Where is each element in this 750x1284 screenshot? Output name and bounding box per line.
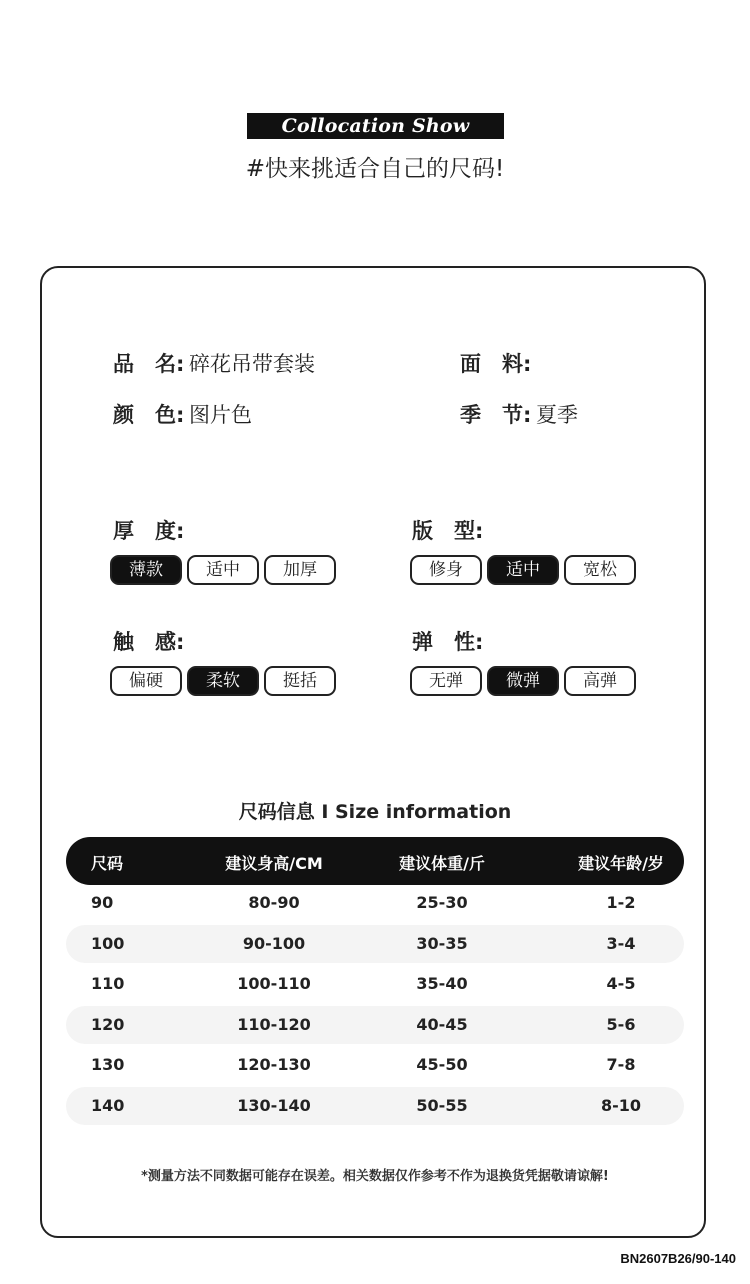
measurement-disclaimer: *测量方法不同数据可能存在误差。相关数据仅作参考不作为退换货凭据敬请谅解! — [141, 1169, 609, 1184]
table-row — [66, 965, 684, 1003]
weight-cell: 25-30 — [416, 893, 468, 912]
height-cell: 130-140 — [237, 1096, 311, 1115]
table-row — [66, 1006, 684, 1044]
info-product-name — [113, 348, 315, 378]
column-header: 建议体重/斤 — [399, 854, 485, 873]
age-cell: 4-5 — [606, 974, 636, 993]
table-row — [66, 884, 684, 922]
weight-cell: 40-45 — [416, 1015, 468, 1034]
option-pill: 薄款 — [110, 555, 182, 585]
info-label: 颜 色: — [113, 403, 185, 427]
info-label: 季 节: — [460, 403, 532, 427]
size-cell: 140 — [91, 1096, 125, 1115]
age-cell: 1-2 — [606, 893, 636, 912]
page-subtitle: #快来挑适合自己的尺码! — [245, 156, 505, 182]
info-color — [113, 399, 252, 429]
info-season — [460, 399, 578, 429]
thickness-options — [110, 555, 336, 585]
age-cell: 7-8 — [606, 1055, 636, 1074]
column-header: 尺码 — [91, 854, 124, 873]
option-pill: 高弹 — [564, 666, 636, 696]
size-cell: 130 — [91, 1055, 125, 1074]
info-value: 图片色 — [189, 403, 252, 427]
thickness-title: 厚 度: — [113, 519, 185, 543]
height-cell: 90-100 — [242, 934, 306, 953]
info-value: 碎花吊带套装 — [189, 352, 315, 376]
weight-cell: 50-55 — [416, 1096, 468, 1115]
fit-options — [410, 555, 636, 585]
product-code: BN2607B26/90-140 — [620, 1251, 736, 1266]
table-row — [66, 925, 684, 963]
height-cell: 100-110 — [237, 974, 311, 993]
size-cell: 90 — [91, 893, 114, 912]
age-cell: 8-10 — [600, 1096, 642, 1115]
column-header: 建议年龄/岁 — [578, 854, 664, 873]
size-information-heading: 尺码信息 I Size information — [238, 801, 512, 823]
info-fabric — [460, 348, 536, 378]
option-pill: 修身 — [410, 555, 482, 585]
info-label: 品 名: — [113, 352, 185, 376]
fit-title: 版 型: — [412, 519, 484, 543]
option-pill: 加厚 — [264, 555, 336, 585]
height-cell: 120-130 — [237, 1055, 311, 1074]
elasticity-options — [410, 666, 636, 696]
age-cell: 5-6 — [606, 1015, 636, 1034]
size-cell: 120 — [91, 1015, 125, 1034]
info-label: 面 料: — [460, 352, 532, 376]
height-cell: 110-120 — [237, 1015, 311, 1034]
touch-title: 触 感: — [113, 630, 185, 654]
size-cell: 100 — [91, 934, 125, 953]
option-pill: 无弹 — [410, 666, 482, 696]
table-row — [66, 1046, 684, 1084]
age-cell: 3-4 — [606, 934, 636, 953]
elasticity-title: 弹 性: — [412, 630, 484, 654]
table-row — [66, 1087, 684, 1125]
height-cell: 80-90 — [248, 893, 300, 912]
weight-cell: 45-50 — [416, 1055, 468, 1074]
size-table-header — [66, 837, 684, 885]
option-pill: 适中 — [187, 555, 259, 585]
touch-options — [110, 666, 336, 696]
option-pill: 偏硬 — [110, 666, 182, 696]
size-cell: 110 — [91, 974, 125, 993]
option-pill: 宽松 — [564, 555, 636, 585]
weight-cell: 35-40 — [416, 974, 468, 993]
collocation-show-banner: Collocation Show — [247, 113, 504, 139]
option-pill: 挺括 — [264, 666, 336, 696]
option-pill: 微弹 — [487, 666, 559, 696]
info-value: 夏季 — [536, 403, 578, 427]
weight-cell: 30-35 — [416, 934, 468, 953]
column-header: 建议身高/CM — [225, 854, 323, 873]
option-pill: 适中 — [487, 555, 559, 585]
option-pill: 柔软 — [187, 666, 259, 696]
